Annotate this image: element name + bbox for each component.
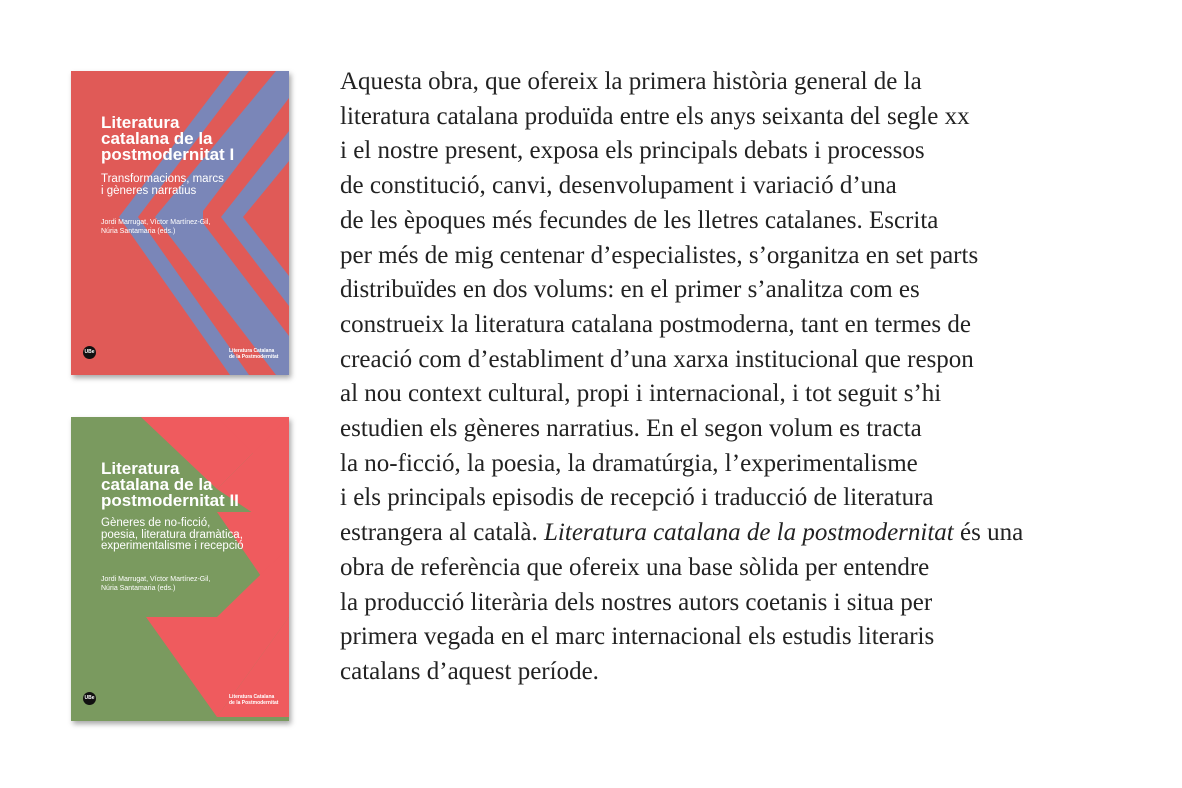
description-line: estudien els gèneres narratius. En el segon volum es tracta [340,415,922,443]
book-cover-volume-1 [71,71,289,375]
description-line: i el nostre present, exposa els principals debats i processos [340,137,925,165]
publisher-logo: UBe [83,346,96,359]
description-line: la producció literària dels nostres autors coetanis i situa per [340,588,933,616]
description-line: catalans d’aquest període. [340,657,599,685]
description-line: construeix la literatura catalana postmoderna, tant en termes de [340,310,971,338]
book-cover-volume-2 [71,417,289,721]
book-title: Literatura catalana de la postmodernitat II [101,459,239,510]
description-line: estrangera al català. Literatura catalana de la postmodernitat és una [340,519,1024,547]
description-line: per més de mig centenar d’especialistes, s’organitza en set parts [340,241,979,269]
book-description [340,65,1140,690]
description-line: obra de referència que ofereix una base sòlida per entendre [340,553,930,581]
description-line: al nou context cultural, propi i internacional, i tot seguit s’hi [340,380,942,408]
book-editors: Jordi Marrugat, Víctor Martínez-Gil, Núria Santamaria (eds.) [101,576,211,592]
series-name: Literatura Catalana de la Postmodernitat [229,694,279,706]
description-line: Aquesta obra, que ofereix la primera història general de la [340,68,922,95]
publisher-logo: UBe [83,692,96,705]
description-line: literatura catalana produïda entre els anys seixanta del segle xx [340,102,970,130]
description-line: de les èpoques més fecundes de les lletres catalanes. Escrita [340,206,939,234]
description-line: la no-ficció, la poesia, la dramatúrgia, l’experimentalisme [340,449,918,477]
book-subtitle: Gèneres de no-ficció, poesia, literatura dramàtica, experimentalisme i recepció [101,517,244,552]
description-line: distribuïdes en dos volums: en el primer s’analitza com es [340,276,920,304]
description-line: i els principals episodis de recepció i traducció de literatura [340,484,934,512]
description-line: creació com d’establiment d’una xarxa institucional que respon [340,345,974,373]
book-title: Literatura catalana de la postmodernitat I [101,113,235,164]
series-name: Literatura Catalana de la Postmodernitat [229,348,279,360]
book-title-italic: Literatura catalana de la postmodernitat [544,519,954,547]
description-line: primera vegada en el marc internacional els estudis literaris [340,623,935,651]
book-editors: Jordi Marrugat, Víctor Martínez-Gil, Núria Santamaria (eds.) [101,219,211,235]
book-subtitle: Transformacions, marcs i gèneres narratius [101,173,224,197]
description-line: de constitució, canvi, desenvolupament i variació d’una [340,172,897,200]
